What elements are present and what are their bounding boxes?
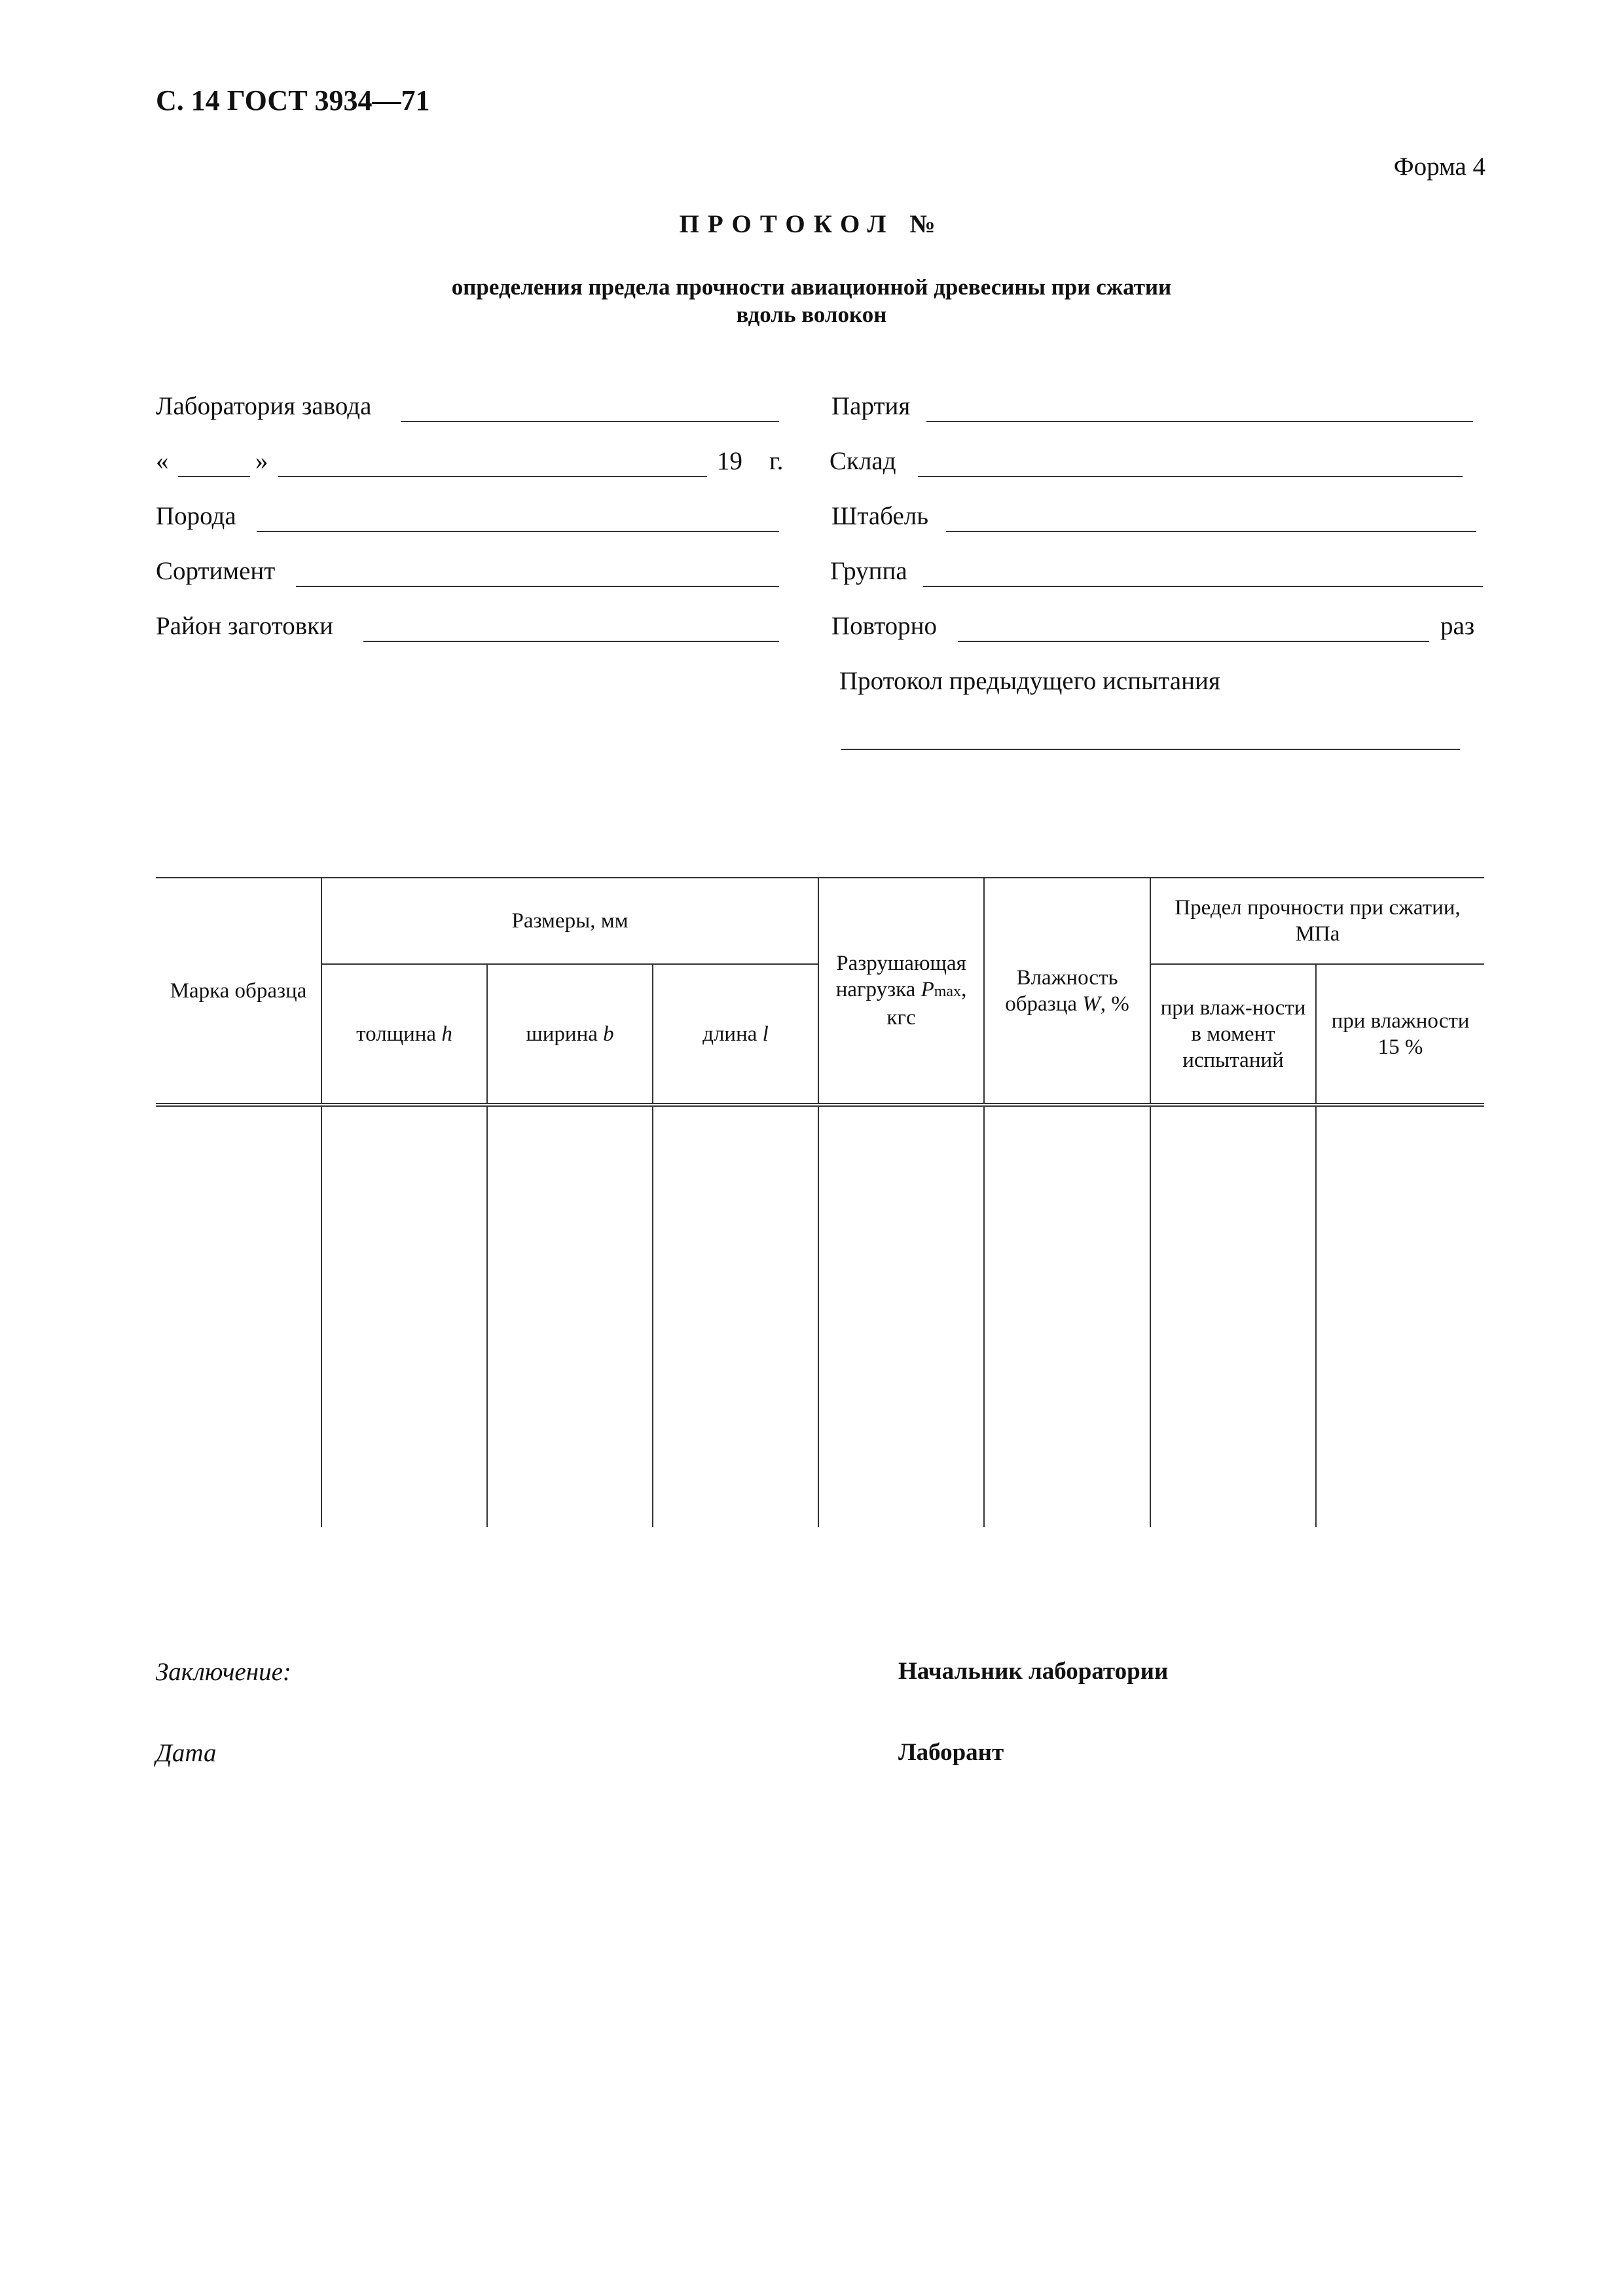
group-field[interactable] [923, 586, 1483, 587]
col-breaking-load [818, 878, 984, 1105]
thickness-label: толщина [356, 1022, 437, 1046]
date-label: Дата [156, 1739, 217, 1767]
group-label: Группа [830, 557, 907, 585]
date-close-quote: » [255, 447, 268, 475]
col-sample-mark: Марка образца [156, 878, 321, 1105]
lab-head-label: Начальник лаборатории [898, 1658, 1169, 1685]
lab-label: Лаборатория завода [156, 392, 372, 420]
cell-thickness[interactable] [321, 1105, 487, 1527]
length-label: длина [702, 1022, 757, 1046]
lab-field[interactable] [401, 421, 779, 422]
cell-width[interactable] [487, 1105, 653, 1527]
cell-moisture[interactable] [984, 1105, 1150, 1527]
batch-field[interactable] [926, 421, 1473, 422]
moisture-unit: , % [1100, 992, 1129, 1016]
cell-strength-at-15[interactable] [1316, 1105, 1484, 1527]
col-strength-at-15: при влажности 15 % [1316, 964, 1484, 1105]
breed-field[interactable] [257, 531, 779, 532]
moisture-symbol: W [1082, 992, 1101, 1016]
prev-protocol-field[interactable] [841, 749, 1460, 750]
page-reference: С. 14 ГОСТ 3934—71 [156, 84, 430, 117]
load-unit: , кгс [886, 978, 967, 1030]
col-thickness [321, 964, 487, 1105]
width-symbol: b [603, 1022, 614, 1046]
date-month-field[interactable] [278, 476, 707, 477]
cell-strength-at-test[interactable] [1150, 1105, 1316, 1527]
repeat-suffix: раз [1440, 612, 1475, 640]
subtitle-line-2: вдоль волокон [736, 302, 887, 327]
col-sizes: Размеры, мм [321, 878, 818, 964]
warehouse-label: Склад [830, 447, 896, 475]
lab-assistant-label: Лаборант [898, 1739, 1004, 1766]
col-width [487, 964, 653, 1105]
date-open-quote: « [156, 447, 169, 475]
assortment-field[interactable] [296, 586, 779, 587]
warehouse-field[interactable] [918, 476, 1463, 477]
repeat-label: Повторно [831, 612, 938, 640]
cell-breaking-load[interactable] [818, 1105, 984, 1527]
col-strength: Предел прочности при сжатии, МПа [1150, 878, 1484, 964]
batch-label: Партия [831, 392, 911, 420]
results-table [156, 877, 1484, 1527]
load-subscript: max [934, 983, 962, 1000]
repeat-field[interactable] [958, 641, 1429, 642]
region-label: Район заготовки [156, 612, 333, 640]
cell-sample-mark[interactable] [156, 1105, 321, 1527]
load-label: Разрушающая нагрузка [835, 952, 966, 1001]
region-field[interactable] [363, 641, 779, 642]
col-moisture [984, 878, 1150, 1105]
length-symbol: l [762, 1022, 769, 1046]
year-suffix: г. [769, 447, 784, 475]
col-strength-at-test: при влаж-ности в момент испытаний [1150, 964, 1316, 1105]
stack-field[interactable] [946, 531, 1476, 532]
load-symbol: P [921, 978, 934, 1001]
cell-length[interactable] [653, 1105, 818, 1527]
conclusion-label: Заключение: [156, 1658, 291, 1686]
form-number: Форма 4 [1393, 152, 1486, 181]
date-day-field[interactable] [178, 476, 250, 477]
year-prefix: 19 [717, 447, 742, 475]
width-label: ширина [526, 1022, 598, 1046]
col-length [653, 964, 818, 1105]
table-body-row [156, 1105, 1484, 1527]
assortment-label: Сортимент [156, 557, 276, 585]
protocol-title: ПРОТОКОЛ № [679, 210, 944, 238]
subtitle-line-1: определения предела прочности авиационной древесины при сжатии [451, 274, 1172, 300]
stack-label: Штабель [831, 502, 929, 530]
prev-protocol-label: Протокол предыдущего испытания [839, 667, 1220, 695]
protocol-subtitle [0, 274, 1623, 329]
thickness-symbol: h [441, 1022, 452, 1046]
moisture-label: Влажность образца [1005, 965, 1118, 1016]
breed-label: Порода [156, 502, 236, 530]
